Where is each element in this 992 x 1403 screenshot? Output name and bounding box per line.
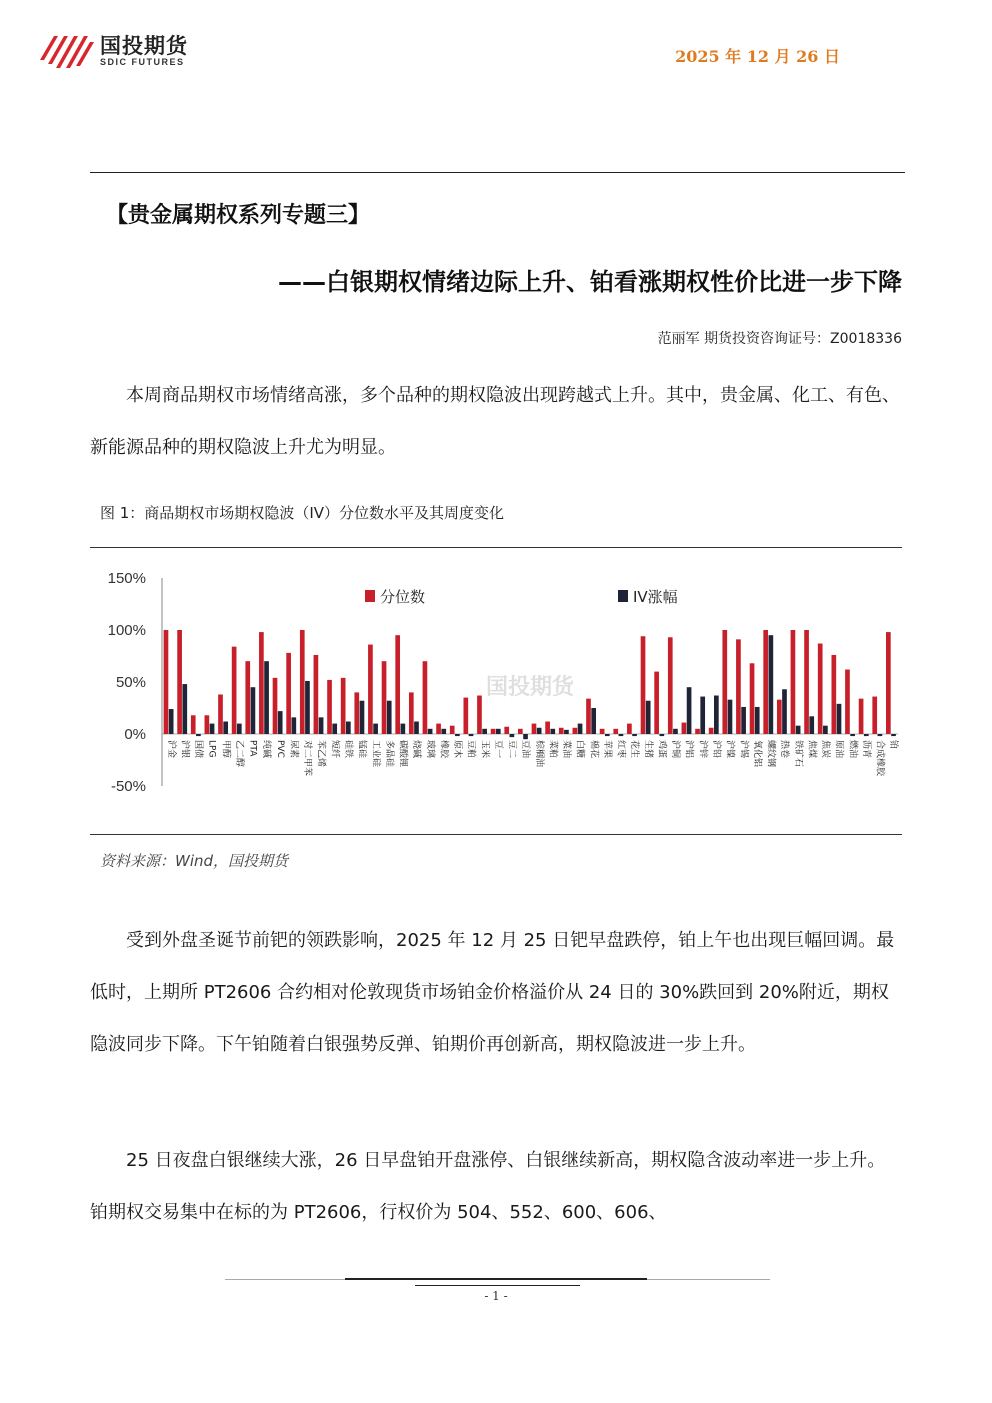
x-tick-label: 尿素	[288, 740, 299, 759]
x-tick-label: 红枣	[615, 740, 626, 759]
x-tick-label: 焦煤	[806, 740, 817, 759]
x-tick-label: 工业硅	[370, 740, 381, 768]
bar-iv-change	[632, 734, 637, 736]
x-tick-label: 沪铝	[683, 740, 694, 759]
y-tick-label: -50%	[110, 778, 146, 795]
bar-percentile	[409, 692, 414, 734]
x-tick-label: 生猪	[642, 740, 653, 759]
bar-percentile	[791, 630, 796, 734]
bar-iv-change	[605, 734, 610, 736]
bar-percentile	[232, 647, 237, 734]
x-tick-label: 苹果	[601, 740, 612, 759]
x-tick-label: 豆一	[492, 740, 503, 759]
x-tick-label: 硅铁	[343, 740, 353, 759]
x-tick-label: 原油	[833, 740, 844, 759]
paragraph-1: 本周商品期权市场情绪高涨，多个品种的期权隐波出现跨越式上升。其中，贵金属、化工、有色、新能源品种的期权隐波上升尤为明显。	[90, 385, 900, 458]
bar-percentile	[559, 728, 564, 734]
x-tick-label: 豆二	[506, 740, 517, 759]
bar-iv-change	[482, 729, 487, 734]
x-tick-label: 碳酸锂	[397, 740, 408, 768]
bar-percentile	[518, 729, 523, 734]
bar-iv-change	[564, 730, 569, 734]
y-tick-label: 0%	[124, 726, 146, 743]
x-tick-label: 玻璃	[424, 740, 435, 759]
bar-iv-change	[755, 707, 760, 734]
bar-iv-change	[332, 724, 337, 734]
x-tick-label: 多晶硅	[383, 740, 394, 768]
x-tick-label: 原木	[452, 740, 463, 759]
x-tick-label: 沪镍	[724, 740, 735, 759]
bar-percentile	[395, 635, 400, 734]
x-tick-label: 鸡蛋	[656, 740, 667, 759]
bar-percentile	[845, 670, 850, 734]
x-tick-label: 燃油	[847, 740, 858, 759]
bar-iv-change	[264, 661, 269, 734]
bar-percentile	[736, 639, 741, 734]
x-tick-label: 铁矿石	[792, 740, 803, 768]
bar-iv-change	[741, 707, 746, 734]
bar-iv-change	[373, 724, 378, 734]
bar-iv-change	[496, 729, 501, 734]
bar-iv-change	[591, 708, 596, 734]
x-tick-label: 花生	[629, 740, 640, 759]
bar-percentile	[314, 655, 319, 734]
bar-percentile	[654, 672, 659, 734]
bar-percentile	[368, 645, 373, 734]
bar-iv-change	[428, 729, 433, 734]
bar-percentile	[259, 632, 264, 734]
figure-bottom-rule	[90, 834, 902, 835]
x-tick-label: LPG	[206, 740, 217, 758]
bar-iv-change	[687, 687, 692, 734]
bar-iv-change	[196, 734, 201, 736]
x-tick-label: 沥青	[860, 740, 871, 759]
x-tick-label: 氧化铝	[751, 740, 762, 768]
logo-text-en: SDIC FUTURES	[100, 57, 185, 67]
legend-swatch-percentile	[365, 590, 375, 602]
bar-iv-change	[210, 724, 215, 734]
bar-iv-change	[646, 701, 651, 734]
bar-iv-change	[659, 734, 664, 736]
bar-percentile	[886, 632, 891, 734]
footer-rule-bold	[345, 1278, 647, 1280]
logo-text-cn: 国投期货	[100, 34, 188, 58]
bar-percentile	[300, 630, 305, 734]
bar-percentile	[286, 653, 291, 734]
footer-rule-inner	[415, 1285, 580, 1286]
x-tick-label: PVC	[274, 740, 285, 758]
x-tick-label: 沪锡	[738, 740, 749, 759]
figure-caption: 图 1：商品期权市场期权隐波（IV）分位数水平及其周度变化	[100, 504, 504, 522]
page-number: - 1 -	[484, 1289, 508, 1303]
x-tick-label: PTA	[247, 740, 258, 757]
x-tick-label: 沪银	[179, 740, 190, 759]
bar-percentile	[218, 694, 223, 734]
bar-percentile	[245, 661, 250, 734]
bar-percentile	[273, 678, 278, 734]
bar-percentile	[354, 692, 359, 734]
x-tick-label: 甲醇	[220, 740, 231, 759]
x-tick-label: 橡胶	[438, 740, 449, 759]
x-tick-label: 豆油	[520, 740, 531, 759]
x-tick-label: 棉花	[588, 740, 599, 759]
bar-iv-change	[891, 734, 896, 736]
x-tick-label: 烧碱	[411, 740, 422, 759]
x-tick-label: 对二甲苯	[302, 740, 313, 777]
bar-iv-change	[305, 681, 310, 734]
bar-iv-change	[387, 701, 392, 734]
bar-iv-change	[714, 696, 719, 734]
bar-iv-change	[346, 722, 351, 734]
x-tick-label: 玉米	[479, 740, 490, 759]
bar-iv-change	[319, 717, 324, 734]
x-tick-label: 沪锌	[697, 740, 708, 759]
x-tick-label: 沪金	[165, 740, 176, 759]
bar-percentile	[818, 644, 823, 734]
bar-percentile	[205, 715, 210, 734]
y-tick-label: 50%	[115, 674, 146, 691]
bar-iv-change	[510, 734, 515, 737]
bar-percentile	[709, 728, 714, 734]
figure-top-rule	[90, 547, 902, 548]
report-title: ——白银期权情绪边际上升、铂看涨期权性价比进一步下降	[278, 268, 902, 296]
bar-iv-change	[700, 697, 705, 734]
x-tick-label: 菜粕	[547, 740, 558, 759]
x-tick-label: 沪铅	[711, 740, 721, 759]
bar-iv-change	[169, 709, 174, 734]
bar-iv-change	[414, 722, 419, 734]
bar-iv-change	[850, 734, 855, 736]
bar-iv-change	[278, 711, 283, 734]
bar-iv-change	[401, 724, 406, 734]
bar-iv-change	[223, 722, 228, 734]
bar-iv-change	[782, 689, 787, 734]
x-tick-label: 白糖	[574, 740, 585, 759]
chart-watermark: 国投期货	[485, 675, 575, 700]
bar-percentile	[463, 698, 468, 734]
bar-iv-change	[537, 728, 542, 734]
bar-percentile	[341, 678, 346, 734]
x-tick-label: 热卷	[779, 740, 790, 759]
bar-iv-change	[619, 734, 624, 736]
bar-iv-change	[441, 729, 446, 734]
x-tick-label: 合成橡胶	[874, 740, 885, 777]
x-tick-label: 豆粕	[465, 740, 476, 759]
bar-percentile	[586, 699, 591, 734]
bar-iv-change	[878, 734, 883, 736]
legend-swatch-iv-change	[618, 590, 628, 602]
x-tick-label: 棕榈油	[533, 740, 544, 768]
bar-iv-change	[728, 700, 733, 734]
bar-iv-change	[523, 734, 528, 739]
x-tick-label: 焦炭	[820, 740, 831, 759]
x-tick-label: 乙二醇	[233, 740, 244, 768]
figure-source: 资料来源：Wind，国投期货	[100, 852, 289, 870]
bar-iv-change	[809, 716, 814, 734]
report-date: 2025 年 12 月 26 日	[675, 47, 840, 66]
y-tick-label: 100%	[107, 622, 146, 639]
company-logo	[40, 28, 240, 72]
bar-percentile	[695, 729, 700, 734]
bar-percentile	[477, 696, 482, 734]
bar-iv-change	[796, 726, 801, 734]
bar-percentile	[164, 630, 169, 734]
bar-iv-change	[237, 724, 242, 734]
bar-iv-change	[673, 729, 678, 734]
bar-percentile	[573, 728, 578, 734]
bar-percentile	[382, 661, 387, 734]
bar-percentile	[613, 729, 618, 734]
bar-percentile	[450, 726, 455, 734]
bar-iv-change	[823, 726, 828, 734]
page-header	[40, 28, 900, 72]
x-tick-label: 铂	[888, 740, 899, 750]
bar-iv-change	[360, 701, 365, 734]
bar-iv-change	[837, 704, 842, 734]
header-divider	[90, 172, 905, 173]
bar-percentile	[777, 700, 782, 734]
bar-percentile	[545, 722, 550, 734]
x-tick-label: 国债	[193, 740, 204, 759]
paragraph-3: 25 日夜盘白银继续大涨，26 日早盘铂开盘涨停、白银继续新高，期权隐含波动率进一步上升。铂期权交易集中在标的为 PT2606，行权价为 504、552、600、606、	[90, 1150, 886, 1223]
bar-percentile	[327, 680, 332, 734]
bar-percentile	[191, 715, 196, 734]
bar-iv-change	[455, 734, 460, 736]
bar-iv-change	[578, 724, 583, 734]
bar-iv-change	[251, 687, 256, 734]
bar-iv-change	[864, 734, 869, 736]
series-title: 【贵金属期权系列专题三】	[106, 203, 371, 228]
bar-percentile	[504, 727, 509, 734]
bar-percentile	[763, 630, 768, 734]
y-tick-label: 150%	[107, 570, 146, 587]
iv-percentile-chart	[90, 560, 902, 825]
x-tick-label: 纯碱	[261, 740, 272, 759]
bar-percentile	[831, 655, 836, 734]
legend-label-percentile: 分位数	[380, 588, 426, 606]
bar-percentile	[600, 729, 605, 734]
bar-percentile	[872, 697, 877, 734]
bar-iv-change	[182, 684, 187, 734]
bar-iv-change	[469, 734, 474, 736]
x-tick-label: 锰硅	[356, 740, 367, 759]
bar-percentile	[627, 724, 632, 734]
legend-label-iv-change: IV涨幅	[633, 588, 678, 606]
bar-percentile	[682, 723, 687, 734]
bar-percentile	[859, 699, 864, 734]
x-tick-label: 菜油	[561, 740, 572, 759]
bar-percentile	[668, 637, 673, 734]
x-tick-label: 短纤	[329, 740, 340, 759]
author-line: 范丽军 期货投资咨询证号：Z0018336	[657, 331, 902, 347]
bar-iv-change	[769, 635, 774, 734]
bar-percentile	[423, 661, 428, 734]
bar-percentile	[177, 630, 182, 734]
bar-iv-change	[550, 729, 555, 734]
paragraph-2: 受到外盘圣诞节前钯的领跌影响，2025 年 12 月 25 日钯早盘跌停，铂上午也出现巨幅回调。最低时，上期所 PT2606 合约相对伦敦现货市场铂金价格溢价从 24 日的 30%跌回到 20%附近，期权隐波同步下降。下午铂随着白银强势反弹、铂期价再创新高，期权隐波进一步上升。	[90, 930, 895, 1055]
logo-mark-icon	[40, 30, 94, 68]
x-tick-label: 螺纹钢	[765, 740, 776, 768]
bar-percentile	[641, 636, 646, 734]
bar-percentile	[804, 630, 809, 734]
x-tick-label: 苯乙烯	[315, 740, 326, 768]
bar-percentile	[722, 630, 727, 734]
x-tick-label: 沪铜	[670, 740, 681, 759]
bar-percentile	[491, 729, 496, 734]
bar-percentile	[436, 724, 441, 734]
bar-percentile	[750, 663, 755, 734]
bar-iv-change	[291, 717, 296, 734]
bar-percentile	[532, 724, 537, 734]
chart-svg	[90, 560, 902, 825]
